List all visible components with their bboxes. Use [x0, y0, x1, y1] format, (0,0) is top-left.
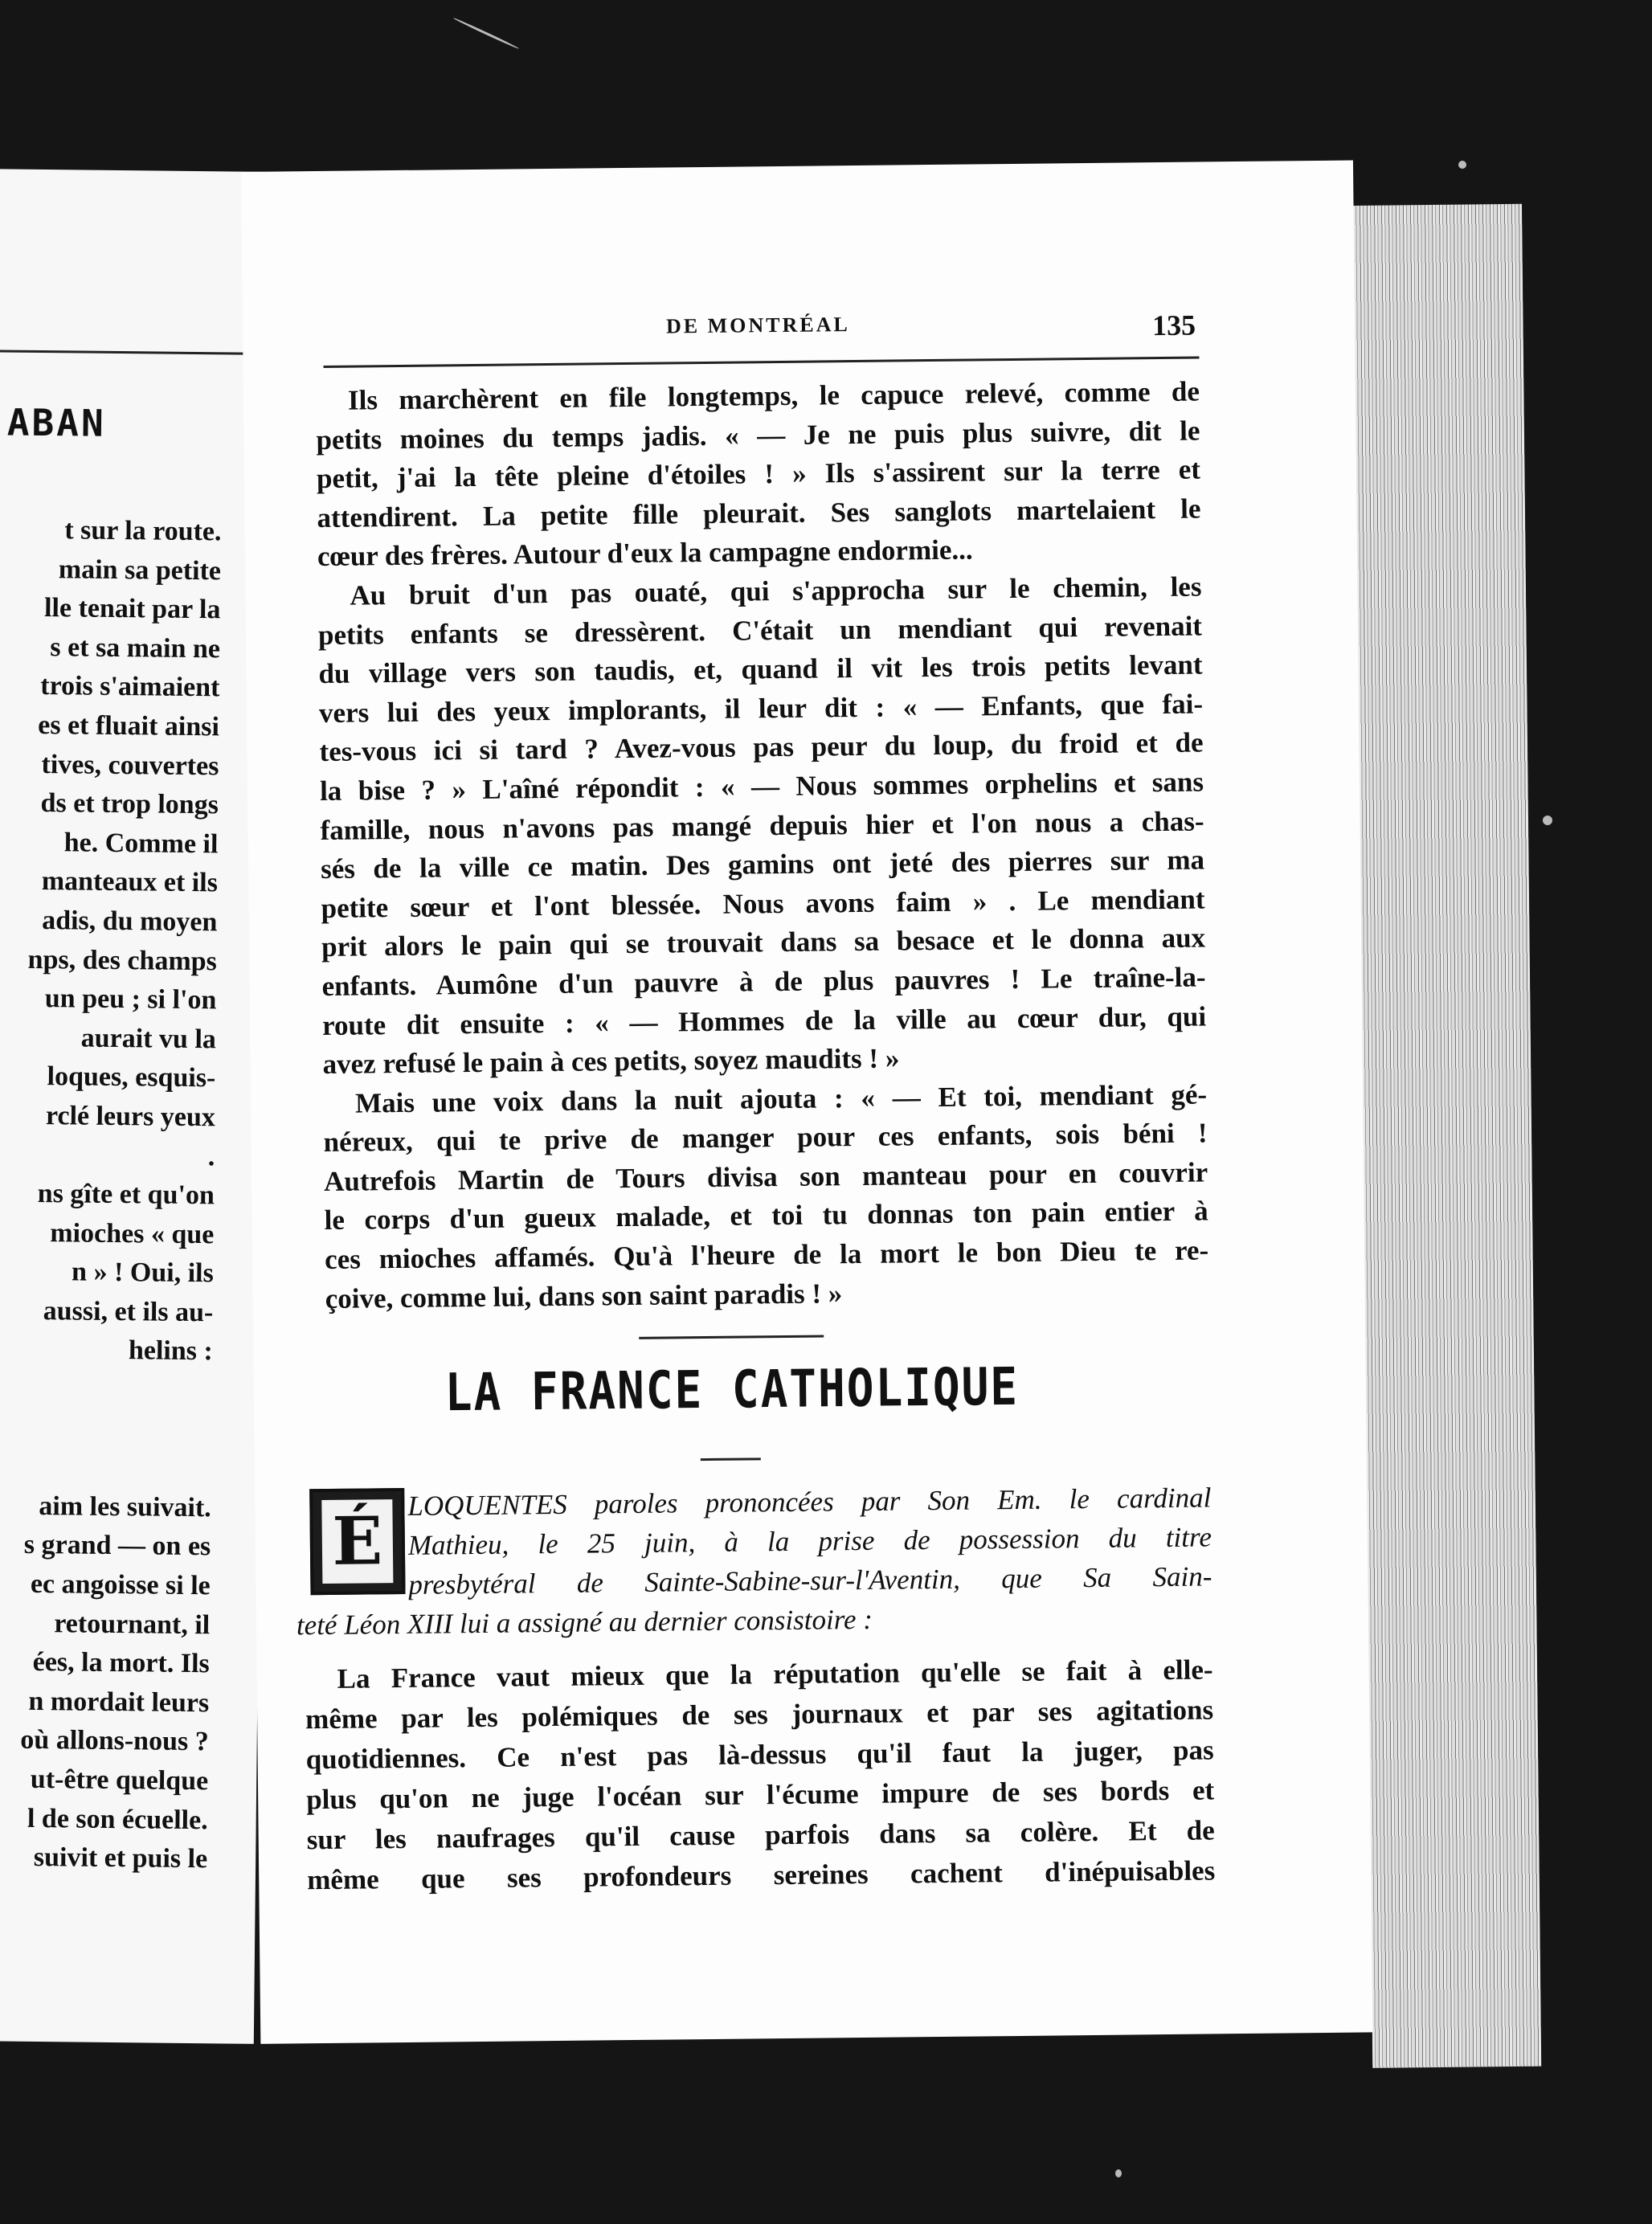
drop-cap-initial	[309, 1488, 405, 1595]
text-line: tes-vous ici si tard ? Avez-vous pas peur du loup, du froid et de	[319, 726, 1204, 768]
text-line: adis, du moyen	[41, 905, 218, 938]
left-page	[0, 169, 273, 2044]
text-line: sur les naufrages qu'il cause parfois dans sa colère. Et de	[306, 1814, 1215, 1856]
text-line: sés de la ville ce matin. Des gamins ont jeté des pierres sur ma	[320, 844, 1205, 885]
left-page-text	[0, 510, 222, 1879]
text-line: n mordait leurs	[28, 1686, 210, 1719]
text-line: petite sœur et l'ont blessée. Nous avons faim » . Le mendiant	[321, 883, 1205, 924]
text-line: ns gîte et qu'on	[37, 1179, 215, 1211]
title-underline-rule	[701, 1457, 761, 1461]
text-line: retournant, il	[54, 1608, 211, 1640]
text-line: ds et trop longs	[40, 788, 219, 820]
text-line: Mathieu, le 25 juin, à la prise de possession du titre	[407, 1521, 1212, 1561]
text-line: un peu ; si l'on	[44, 983, 217, 1016]
text-line: ec angoisse si le	[30, 1568, 211, 1601]
text-line: t sur la route.	[64, 515, 222, 547]
text-line: La France vaut mieux que la réputation qu'elle se fait à elle-	[337, 1654, 1213, 1695]
text-line: trois s'aimaient	[40, 671, 220, 703]
text-line: ces mioches affamés. Qu'à l'heure de la mort le bon Dieu te re-	[324, 1234, 1209, 1276]
story-text	[316, 373, 1209, 1319]
text-line: suivit et puis le	[33, 1842, 208, 1874]
left-page-title: ABAN	[6, 400, 106, 445]
section-intro	[296, 1478, 1212, 1643]
text-line: même par les polémiques de ses journaux et par ses agitations	[305, 1694, 1214, 1735]
text-line: tives, couvertes	[41, 749, 219, 781]
text-line: le corps d'un gueux malade, et toi tu donnas ton pain entier à	[324, 1195, 1208, 1237]
text-line: manteaux et ils	[41, 866, 219, 898]
text-line: attendirent. La petite fille pleurait. Ses sanglots martelaient le	[317, 493, 1201, 534]
text-line: où allons-nous ?	[20, 1725, 209, 1757]
text-line: du village vers son taudis, et, quand il vit les trois petits levant	[318, 648, 1203, 690]
text-line: n » ! Oui, ils	[71, 1257, 215, 1289]
section-title: LA FRANCE CATHOLIQUE	[444, 1357, 1020, 1424]
text-line: lle tenait par la	[43, 593, 221, 625]
header-rule	[324, 357, 1200, 368]
dust-speck	[453, 17, 520, 50]
text-line: çoive, comme lui, dans son saint paradis ! »	[325, 1277, 843, 1314]
text-line: Mais une voix dans la nuit ajouta : « — Et toi, mendiant gé-	[354, 1078, 1208, 1119]
text-line: néreux, qui te prive de manger pour ces enfants, sois béni !	[323, 1117, 1208, 1159]
text-line: .	[207, 1141, 215, 1171]
text-line: ut-être quelque	[30, 1764, 209, 1797]
section-separator-rule	[639, 1335, 824, 1339]
text-line: plus qu'on ne juge l'océan sur l'écume impure de ses bords et	[306, 1774, 1215, 1816]
text-line: route dit ensuite : « — Hommes de la ville au cœur dur, qui	[321, 1000, 1207, 1041]
text-line: avez refusé le pain à ces petits, soyez maudits ! »	[322, 1042, 900, 1081]
text-line: enfants. Aumône d'un pauvre à de plus pauvres ! Le traîne-la-	[321, 961, 1206, 1002]
text-line: cœur des frères. Autour d'eux la campagne endormie...	[317, 534, 973, 573]
text-line	[0, 1447, 212, 1489]
text-line: petits enfants se dressèrent. C'était un mendiant qui revenait	[317, 610, 1203, 651]
text-line: helins :	[128, 1335, 214, 1367]
section-body-text	[305, 1650, 1215, 1900]
text-line: Au bruit d'un pas ouaté, qui s'approcha sur le chemin, les	[350, 570, 1202, 611]
text-line: es et fluait ainsi	[38, 709, 220, 742]
text-line: rclé leurs yeux	[45, 1100, 216, 1133]
text-line: même que ses profondeurs sereines cachent d'inépuisables	[307, 1854, 1216, 1896]
text-line: s et sa main ne	[50, 632, 221, 664]
dust-speck	[1458, 161, 1466, 169]
text-line: loques, esquis-	[47, 1061, 216, 1094]
dust-speck	[1543, 816, 1552, 825]
text-line: Ils marchèrent en file longtemps, le capuce relevé, comme de	[347, 375, 1200, 416]
text-line	[0, 1369, 213, 1411]
text-line: Autrefois Martin de Tours divisa son manteau pour en couvrir	[323, 1156, 1208, 1197]
text-line: aussi, et ils au-	[43, 1295, 214, 1328]
text-line: aurait vu la	[80, 1023, 217, 1055]
text-line: la bise ? » L'aîné répondit : « — Nous sommes orphelins et sans	[319, 766, 1204, 807]
text-line: LOQUENTES paroles prononcées par Son Em. le cardinal	[407, 1482, 1212, 1522]
text-line: teté Léon XIII lui a assigné au dernier consistoire :	[296, 1603, 873, 1641]
text-line: petit, j'ai la tête pleine d'étoiles ! » Ils s'assirent sur la terre et	[316, 453, 1201, 495]
text-line: mioches « que	[50, 1217, 215, 1249]
dust-speck	[1115, 2169, 1122, 2177]
text-line: main sa petite	[58, 554, 222, 586]
text-line: nps, des champs	[27, 944, 218, 976]
text-line: ées, la mort. Ils	[32, 1647, 210, 1679]
text-line: vers lui des yeux implorants, il leur dit : « — Enfants, que fai-	[318, 688, 1204, 729]
left-header-rule	[0, 350, 245, 354]
right-page	[241, 161, 1372, 2044]
text-line	[0, 1408, 212, 1449]
drop-cap-letter: É	[321, 1499, 393, 1584]
page-edges	[1353, 204, 1541, 2068]
text-line: presbytéral de Sainte-Sabine-sur-l'Aventin, que Sa Sain-	[408, 1560, 1212, 1601]
text-line: s grand — on es	[23, 1530, 211, 1562]
text-line: prit alors le pain qui se trouvait dans sa besace et le donna aux	[321, 922, 1206, 963]
text-line: quotidiennes. Ce n'est pas là-dessus qu'il faut la juger, pas	[305, 1734, 1214, 1776]
text-line: l de son écuelle.	[27, 1803, 208, 1835]
text-line: famille, nous n'avons pas mangé depuis hier et l'on nous a chas-	[320, 805, 1204, 846]
text-line: aim les suivait.	[39, 1490, 211, 1523]
text-line: petits moines du temps jadis. « — Je ne puis plus suivre, dit le	[316, 415, 1200, 456]
text-line: he. Comme il	[63, 828, 219, 860]
running-head: DE MONTRÉAL	[665, 313, 850, 338]
page-number: 135	[1151, 309, 1196, 342]
